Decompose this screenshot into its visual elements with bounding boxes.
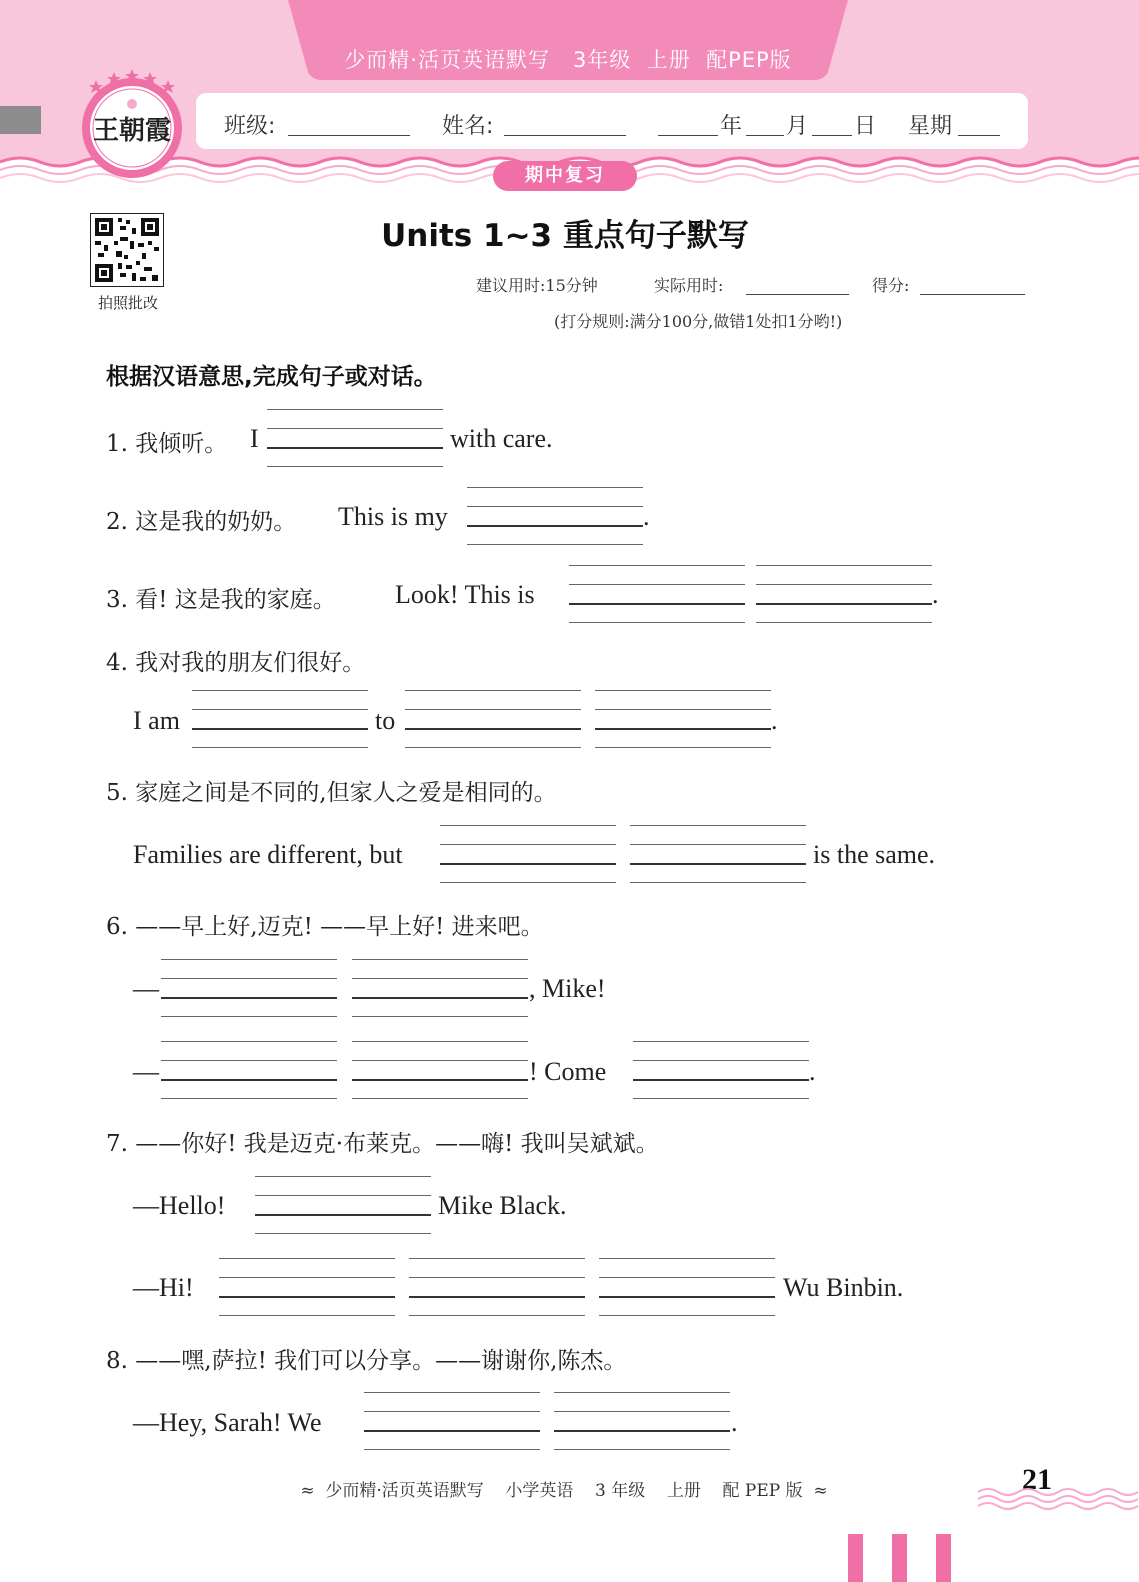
q1-blank-1[interactable]: [267, 409, 443, 467]
actual-time-label: 实际用时:: [654, 276, 724, 295]
q2-chinese: 2. 这是我的奶奶。: [106, 509, 297, 535]
q8-line1-blank-2[interactable]: [554, 1392, 730, 1450]
q4-en-before: I am: [133, 706, 180, 735]
q8-line1-before: —Hey, Sarah! We: [133, 1408, 322, 1437]
q3-en-before: Look! This is: [395, 580, 535, 609]
q2-en-after: .: [643, 502, 650, 531]
footer-wave-decoration: [978, 1484, 1139, 1514]
q3-chinese: 3. 看! 这是我的家庭。: [106, 587, 336, 613]
q4-blank-1[interactable]: [192, 690, 368, 748]
section-badge: 期中复习: [493, 161, 637, 191]
q1-en-before: I: [250, 424, 259, 453]
q6-line1-after: , Mike!: [529, 974, 606, 1003]
q1-chinese: 1. 我倾听。: [106, 431, 228, 457]
class-blank[interactable]: [288, 135, 410, 136]
q6-line2-dash: —: [133, 1057, 159, 1086]
footer-series-text: ≈ 少而精·活页英语默写 小学英语 3 年级 上册 配 PEP 版 ≈: [300, 1481, 828, 1501]
q5-chinese: 5. 家庭之间是不同的,但家人之爱是相同的。: [106, 780, 557, 806]
q6-line2-blank-3[interactable]: [633, 1041, 809, 1099]
day-label: 日: [854, 114, 877, 139]
decorative-bar-1: [848, 1534, 863, 1582]
q6-chinese: 6. ——早上好,迈克! ——早上好! 进来吧。: [106, 914, 544, 940]
q5-en-before: Families are different, but: [133, 840, 403, 869]
q7-line2-blank-1[interactable]: [219, 1258, 395, 1316]
scoring-rule-note: (打分规则:满分100分,做错1处扣1分哟!): [554, 312, 843, 331]
month-blank[interactable]: [746, 135, 784, 136]
decorative-bar-2: [892, 1534, 907, 1582]
q3-en-after: .: [932, 580, 939, 609]
q8-line1-after: .: [731, 1408, 738, 1437]
q2-blank-1[interactable]: [467, 487, 643, 545]
student-info-bar: [196, 93, 1028, 149]
instruction: 根据汉语意思,完成句子或对话。: [106, 364, 437, 390]
q7-line2-after: Wu Binbin.: [783, 1273, 904, 1302]
score-blank[interactable]: [920, 294, 1025, 295]
q4-en-mid: to: [375, 706, 396, 735]
series-title: 少而精·活页英语默写 3年级 上册 配PEP版: [344, 48, 792, 72]
decorative-bar-3: [936, 1534, 951, 1582]
q3-blank-1[interactable]: [569, 565, 745, 623]
q7-chinese: 7. ——你好! 我是迈克·布莱克。——嗨! 我叫吴斌斌。: [106, 1131, 659, 1157]
q6-line2-blank-2[interactable]: [352, 1041, 528, 1099]
q7-line1-before: —Hello!: [133, 1191, 226, 1220]
name-blank[interactable]: [504, 135, 626, 136]
logo-text: 王朝霞: [92, 116, 172, 146]
weekday-label: 星期: [908, 114, 953, 139]
q6-line1-dash: —: [133, 974, 159, 1003]
qr-caption: 拍照批改: [97, 294, 158, 312]
q4-en-after: .: [771, 706, 778, 735]
page-title: Units 1~3 重点句子默写: [381, 218, 749, 254]
q7-line2-blank-2[interactable]: [409, 1258, 585, 1316]
q3-blank-2[interactable]: [756, 565, 932, 623]
class-label: 班级:: [224, 114, 276, 139]
q6-line1-blank-2[interactable]: [352, 959, 528, 1017]
q8-line1-blank-1[interactable]: [364, 1392, 540, 1450]
name-label: 姓名:: [442, 114, 494, 139]
q5-blank-1[interactable]: [440, 825, 616, 883]
brand-logo: [74, 66, 190, 182]
year-blank[interactable]: [658, 135, 718, 136]
q6-line2-mid: ! Come: [529, 1057, 607, 1086]
suggested-time: 建议用时:15分钟: [476, 276, 598, 295]
q6-line1-blank-1[interactable]: [161, 959, 337, 1017]
weekday-blank[interactable]: [958, 135, 1000, 136]
page-number: 21: [1022, 1463, 1052, 1496]
q4-blank-3[interactable]: [595, 690, 771, 748]
score-label: 得分:: [872, 276, 910, 295]
q4-blank-2[interactable]: [405, 690, 581, 748]
q4-chinese: 4. 我对我的朋友们很好。: [106, 650, 366, 676]
actual-time-blank[interactable]: [746, 294, 849, 295]
q5-blank-2[interactable]: [630, 825, 806, 883]
year-label: 年: [720, 114, 743, 139]
q2-en-before: This is my: [338, 502, 448, 531]
q7-line1-after: Mike Black.: [438, 1191, 567, 1220]
month-label: 月: [786, 114, 809, 139]
q8-chinese: 8. ——嘿,萨拉! 我们可以分享。——谢谢你,陈杰。: [106, 1348, 627, 1374]
side-tab-marker: [0, 106, 41, 134]
q6-line2-after: .: [809, 1057, 816, 1086]
qr-code-icon[interactable]: [90, 213, 164, 287]
q5-en-after: is the same.: [813, 840, 936, 869]
q6-line2-blank-1[interactable]: [161, 1041, 337, 1099]
q7-line2-blank-3[interactable]: [599, 1258, 775, 1316]
day-blank[interactable]: [812, 135, 852, 136]
q7-line1-blank-1[interactable]: [255, 1176, 431, 1234]
q7-line2-before: —Hi!: [133, 1273, 194, 1302]
q1-en-after: with care.: [450, 424, 553, 453]
